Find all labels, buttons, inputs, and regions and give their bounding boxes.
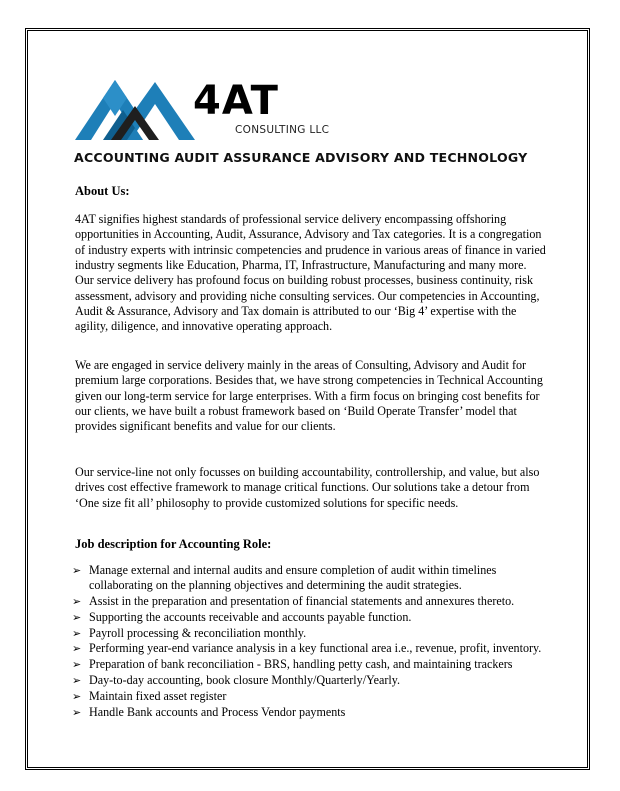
arrow-bullet-icon: ➢ xyxy=(72,705,82,719)
list-item: ➢ Handle Bank accounts and Process Vendor payments xyxy=(72,704,346,719)
list-item: ➢ Performing year-end variance analysis in a key functional area i.e., revenue, profit, inventory. xyxy=(72,641,542,656)
about-heading: About Us: xyxy=(75,184,130,198)
about-paragraph-3: Our service-line not only focusses on building accountability, controllership, and value, but also drives cost effective framework to manage critical functions. Our solutions take a detour from ‘One size fit all’ philosophy to provide customized solutions for specific needs. xyxy=(75,465,540,510)
list-item: ➢ Preparation of bank reconciliation - BRS, handling petty cash, and maintaining trackers xyxy=(72,657,513,672)
list-item: ➢ Day-to-day accounting, book closure Monthly/Quarterly/Yearly. xyxy=(72,673,401,688)
list-item: ➢ Manage external and internal audits and ensure completion of audit within timelines collaborating on the planning objectives and determining the audit strategies. xyxy=(72,563,497,593)
arrow-bullet-icon: ➢ xyxy=(72,689,82,703)
brand-name: 4AT xyxy=(193,78,279,124)
about-paragraph-1: 4AT signifies highest standards of professional service delivery encompassing offshoring opportunities in Accounting, Audit, Assurance, Advisory and Tax categories. It is a congregation of industry experts with intrinsic competencies and prudence in various areas of finance in varied industry segments like Education, Pharma, IT, Infrastructure, Manufacturing and many more. Our service delivery has profound focus on building robust processes, business continuity, risk assessment, advisory and providing niche consulting services. Our competencies in Accounting, Audit & Assurance, Advisory and Tax domain is attributed to our ‘Big 4’ expertise with the agility, diligence, and innovative operating approach. xyxy=(75,212,546,334)
company-logo xyxy=(75,72,345,152)
arrow-bullet-icon: ➢ xyxy=(72,564,82,577)
arrow-bullet-icon: ➢ xyxy=(72,626,82,640)
tagline: ACCOUNTING AUDIT ASSURANCE ADVISORY AND TECHNOLOGY xyxy=(74,150,528,165)
about-paragraph-2: We are engaged in service delivery mainly in the areas of Consulting, Advisory and Audit for premium large corporations. Besides that, we have strong competencies in Technical Accounting given our long-term service for large enterprises. With a firm focus on bringing cost benefits for our clients, we have built a robust framework based on ‘Build Operate Transfer’ model that provides significant benefits and value for our clients. xyxy=(75,358,543,434)
arrow-bullet-icon: ➢ xyxy=(72,674,82,688)
arrow-bullet-icon: ➢ xyxy=(72,595,82,609)
arrow-bullet-icon: ➢ xyxy=(72,658,82,672)
arrow-bullet-icon: ➢ xyxy=(72,642,82,656)
arrow-bullet-icon: ➢ xyxy=(72,610,82,624)
list-item: ➢ Assist in the preparation and presentation of financial statements and annexures thereto. xyxy=(72,594,515,609)
job-heading: Job description for Accounting Role: xyxy=(75,537,272,551)
list-item: ➢ Supporting the accounts receivable and accounts payable function. xyxy=(72,609,412,624)
list-item: ➢ Payroll processing & reconciliation monthly. xyxy=(72,625,307,640)
list-item: ➢ Maintain fixed asset register xyxy=(72,688,227,703)
job-duties-list xyxy=(72,563,552,720)
brand-subtitle: CONSULTING LLC xyxy=(235,124,330,136)
